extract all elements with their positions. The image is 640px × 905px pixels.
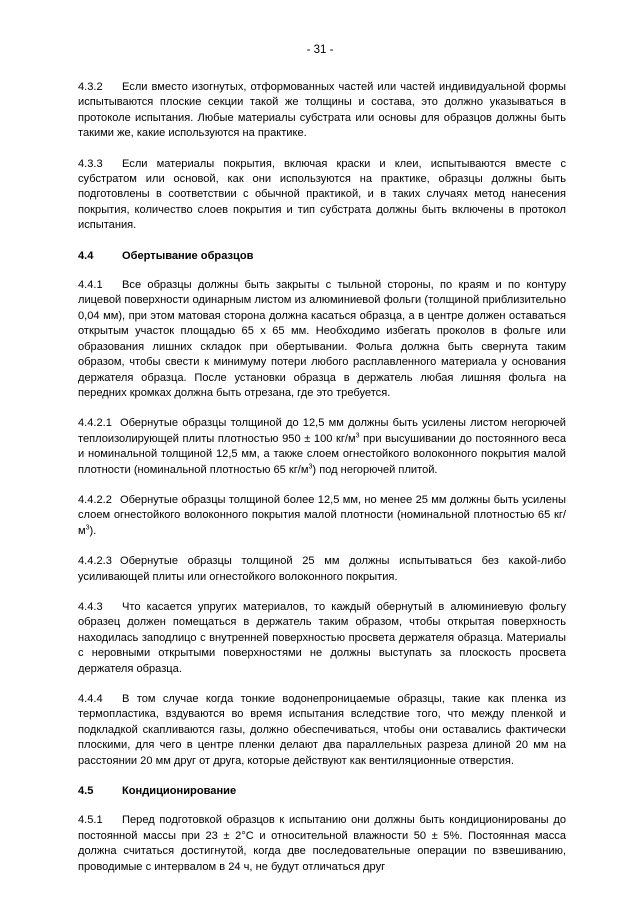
paragraph-text: Обернутые образцы толщиной 25 мм должны испытываться без какой-либо усиливающей плиты или огнестойкого волоконного покрытия. [78,555,566,583]
paragraph-4-4-2-3 [78,554,566,585]
paragraph-text: Если материалы покрытия, включая краски и клеи, испытываются вместе с субстратом или основой, как они используются на практике, образцы должны быть подготовлены в соответствии с обычной практикой, и в таких случаях метод нанесения покрытия, количество слоев покрытия и тип субстрата должны быть включены в протокол испытания. [78,157,566,232]
paragraph-text-part: Обернутые образцы толщиной до 12,5 мм должны быть усилены листом негорючей теплоизолирующей плиты плотностью 950 ± 100 кг/м [78,417,566,445]
heading-number: 4.5 [78,785,94,798]
heading-text: Кондиционирование [122,785,237,798]
paragraph-text-part: ) под негорючей плитой. [312,463,438,476]
paragraph-4-4-2-2 [78,493,566,539]
paragraph-4-3-3 [78,157,566,234]
paragraph-number: 4.4.2.1 [78,417,112,430]
paragraph-number: 4.5.1 [78,814,103,827]
heading-text: Обертывание образцов [122,249,254,262]
paragraph-number: 4.3.2 [78,81,103,93]
paragraph-text: Все образцы должны быть закрыты с тыльной стороны, по краям и по контуру лицевой поверхности одинарным листом из алюминиевой фольги (толщиной приблизительно 0,04 мм), при этом матовая сторона должна касаться образца, а в центре должен оставаться открытым участок площадью 65 x 65 мм. Необходимо избегать проколов в фольге или образования лишних складок при обертывании. Фольга должна быть свернута таким образом, чтобы свести к минимуму потери любого расплавленного материала у основания держателя образца. После установки образца в держатель любая лишняя фольга на передних кромках должна быть отрезана, где это требуется. [78,279,566,399]
paragraph-number: 4.4.4 [78,693,103,705]
paragraph-number: 4.4.1 [78,279,103,292]
paragraph-4-4-2-1 [78,416,566,478]
document-body [78,80,566,890]
section-heading-4-4 [78,249,566,264]
paragraph-4-3-2 [78,80,566,142]
paragraph-text-part: ). [89,524,97,537]
paragraph-4-4-1 [78,278,566,401]
paragraph-4-4-4 [78,692,566,769]
paragraph-number: 4.3.3 [78,157,103,170]
page-number: - 31 - [306,44,334,56]
paragraph-text: Перед подготовкой образцов к испытанию они должны быть кондиционированы до постоянной массы при 23 ± 2°C и относительной влажности 50 ± 5%. Постоянная масса должна считаться достигнутой, когда две последовательные операции по взвешиванию, проводимые с интервалом в 24 ч, не будут отличаться друг [78,814,566,873]
paragraph-text: Если вместо изогнутых, отформованных частей или частей индивидуальной формы испытываются плоские секции такой же толщины и состава, это должно указываться в протоколе испытания. Любые материалы субстрата или основы для образцов должны быть такими же, какие используются на практике. [78,81,566,140]
paragraph-text: Что касается упругих материалов, то каждый обернутый в алюминиевую фольгу образец должен помещаться в держатель таким образом, чтобы открытая поверхность находилась заподлицо с внутренней поверхностью просвета держателя образца. Материалы с неровными открытыми поверхностями не должны выступать за плоскость просвета держателя образца. [78,600,566,675]
paragraph-number: 4.4.2.2 [78,493,112,506]
paragraph-text: В том случае когда тонкие водонепроницаемые образцы, такие как пленка из термопластика, вздуваются во время испытания вследствие того, что между пленкой и подкладкой скапливаются газы, должно обеспечиваться, чтобы они оставались фактически плоскими, для чего в центре пленки делают два параллельных разреза длиной 20 мм на расстоянии 20 мм друг от друга, которые действуют как вентиляционные отверстия. [78,693,566,767]
superscript: 3 [355,432,360,440]
paragraph-text-part: Обернутые образцы толщиной более 12,5 мм, но менее 25 мм должны быть усилены слоем огнестойкого волоконного покрытия малой плотности (номинальной плотностью 65 кг/м [78,493,566,537]
paragraph-number: 4.4.3 [78,600,103,613]
superscript: 3 [308,462,313,470]
superscript: 3 [85,524,90,532]
heading-number: 4.4 [78,249,94,262]
paragraph-4-5-1 [78,813,566,875]
paragraph-number: 4.4.2.3 [78,555,112,568]
section-heading-4-5 [78,784,566,799]
paragraph-4-4-3 [78,600,566,677]
paragraph-text-part: при высушивании до постоянного веса и номинальной толщиной 12,5 мм, а также слоем огнестойкого волоконного покрытия малой плотности (номинальной плотностью 65 кг/м [78,432,566,476]
